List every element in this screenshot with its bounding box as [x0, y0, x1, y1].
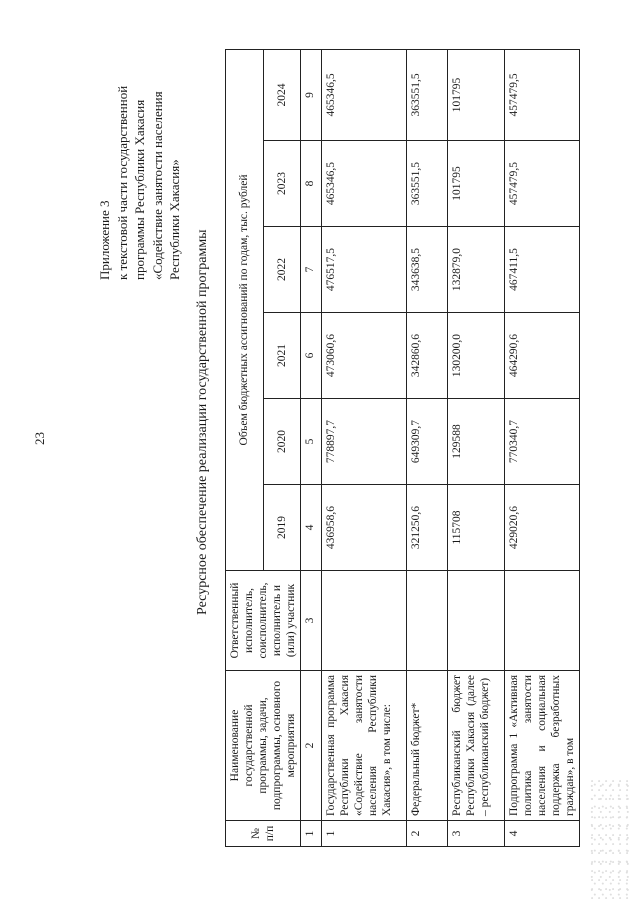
row-value-2024: 465346,5 — [322, 49, 407, 140]
header-year: 2023 — [263, 141, 301, 227]
row-responsible — [448, 571, 505, 671]
row-responsible — [505, 571, 580, 671]
column-index-row — [301, 49, 322, 846]
column-index: 3 — [301, 571, 322, 671]
row-value-2022: 132879,0 — [448, 227, 505, 313]
row-value-2022: 476517,5 — [322, 227, 407, 313]
row-num: 1 — [322, 821, 407, 847]
row-value-2021: 342860,6 — [407, 313, 448, 399]
row-value-2019: 429020,6 — [505, 485, 580, 571]
resource-table — [225, 49, 580, 847]
header-budget-group: Объем бюджетных ассигнований по годам, тыс. рублей — [226, 49, 264, 570]
row-value-2022: 343638,5 — [407, 227, 448, 313]
table-row — [448, 49, 505, 846]
row-value-2020: 770340,7 — [505, 399, 580, 485]
appendix-line: Приложение 3 — [97, 200, 112, 280]
row-value-2019: 321250,6 — [407, 485, 448, 571]
header-num: № п/п — [226, 821, 301, 847]
header-year: 2024 — [263, 49, 301, 140]
table-row — [407, 49, 448, 846]
row-responsible — [407, 571, 448, 671]
appendix-note — [96, 50, 184, 280]
page-number: 23 — [32, 432, 47, 445]
header-year: 2019 — [263, 485, 301, 571]
row-value-2023: 101795 — [448, 141, 505, 227]
appendix-line: к текстовой части государственной — [114, 85, 130, 280]
row-name: Государственная программа Республики Хакасия «Содействие занятости населения Республики Хакасия», в том числе: — [322, 671, 407, 821]
appendix-line: «Содействие занятости населения — [149, 91, 165, 280]
table-row — [322, 49, 407, 846]
row-value-2023: 465346,5 — [322, 141, 407, 227]
row-value-2023: 363551,5 — [407, 141, 448, 227]
header-year: 2021 — [263, 313, 301, 399]
column-index: 7 — [301, 227, 322, 313]
row-value-2021: 130200,0 — [448, 313, 505, 399]
column-index: 1 — [301, 821, 322, 847]
row-responsible — [322, 571, 407, 671]
scan-artifact — [590, 779, 630, 899]
row-name: Подпрограмма 1 «Активная политика занятости населения и социальная поддержка безработных граждан», в том — [505, 671, 580, 821]
row-value-2024: 363551,5 — [407, 49, 448, 140]
column-index: 6 — [301, 313, 322, 399]
column-index: 9 — [301, 49, 322, 140]
table-row — [505, 49, 580, 846]
column-index: 2 — [301, 671, 322, 821]
row-name: Республиканский бюджет Республики Хакасия (далее – республиканский бюджет) — [448, 671, 505, 821]
row-name: Федеральный бюджет* — [407, 671, 448, 821]
row-num: 4 — [505, 821, 580, 847]
row-value-2021: 473060,6 — [322, 313, 407, 399]
header-responsible: Ответственный исполнитель, соисполнитель, исполнитель и (или) участник — [226, 571, 301, 671]
row-value-2024: 101795 — [448, 49, 505, 140]
row-value-2019: 436958,6 — [322, 485, 407, 571]
row-value-2022: 467411,5 — [505, 227, 580, 313]
row-value-2020: 649309,7 — [407, 399, 448, 485]
row-value-2019: 115708 — [448, 485, 505, 571]
header-name: Наименование государственной программы, задачи, подпрограммы, основного мероприятия — [226, 671, 301, 821]
column-index: 5 — [301, 399, 322, 485]
header-year: 2020 — [263, 399, 301, 485]
column-index: 4 — [301, 485, 322, 571]
appendix-line: программы Республики Хакасия — [132, 99, 147, 280]
table-title: Ресурсное обеспечение реализации государственной программы — [195, 229, 210, 615]
row-num: 2 — [407, 821, 448, 847]
row-num: 3 — [448, 821, 505, 847]
row-value-2021: 464290,6 — [505, 313, 580, 399]
column-index: 8 — [301, 141, 322, 227]
appendix-line: Республики Хакасия» — [167, 159, 182, 280]
row-value-2020: 778897,7 — [322, 399, 407, 485]
row-value-2024: 457479,5 — [505, 49, 580, 140]
header-year: 2022 — [263, 227, 301, 313]
row-value-2020: 129588 — [448, 399, 505, 485]
row-value-2023: 457479,5 — [505, 141, 580, 227]
